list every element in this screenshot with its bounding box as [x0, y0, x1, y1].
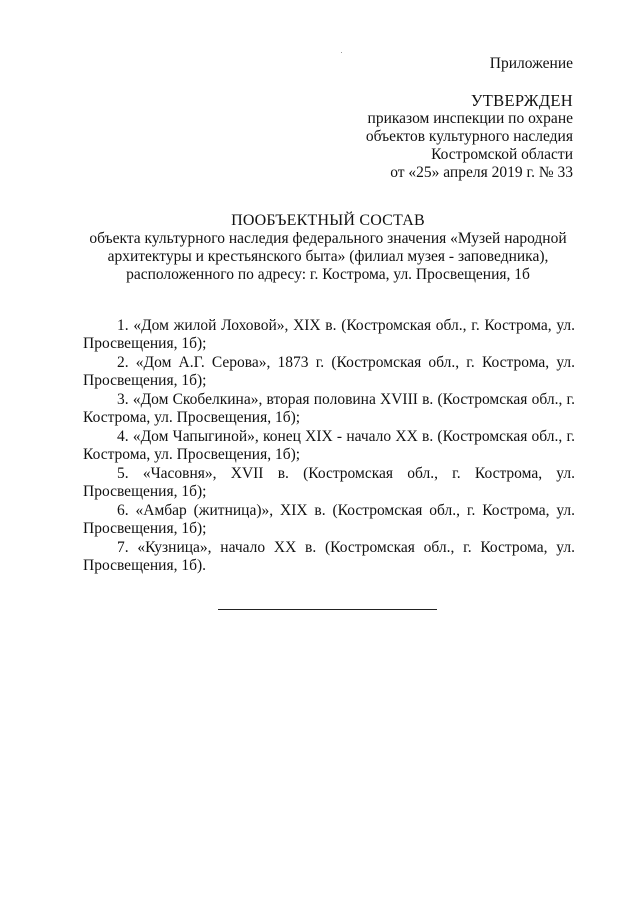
approval-line-3: Костромской области: [431, 146, 573, 163]
approval-title: УТВЕРЖДЕН: [470, 91, 573, 110]
closing-divider: [218, 609, 437, 610]
approval-line-1: приказом инспекции по охране: [367, 110, 573, 127]
approval-line-4: от «25» апреля 2019 г. № 33: [390, 164, 573, 181]
approval-line-2: объектов культурного наследия: [365, 128, 573, 145]
document-title-block: [80, 212, 576, 284]
list-item: 7. «Кузница», начало XX в. (Костромская обл., г. Кострома, ул. Просвещения, 1б).: [83, 539, 575, 574]
list-item: 1. «Дом жилой Лоховой», XIX в. (Костромская обл., г. Кострома, ул. Просвещения, 1б);: [83, 317, 575, 352]
title-line-2: архитектуры и крестьянского быта» (филиал музея - заповедника),: [107, 248, 549, 265]
objects-list: [83, 317, 575, 576]
scan-speck: [341, 52, 342, 53]
appendix-label: Приложение: [489, 55, 573, 72]
approval-block: [366, 92, 573, 182]
list-item: 2. «Дом А.Г. Серова», 1873 г. (Костромская обл., г. Кострома, ул. Просвещения, 1б);: [83, 354, 575, 389]
list-item: 6. «Амбар (житница)», XIX в. (Костромская обл., г. Кострома, ул. Просвещения, 1б);: [83, 502, 575, 537]
list-item: 3. «Дом Скобелкина», вторая половина XVIII в. (Костромская обл., г. Кострома, ул. Просвещения, 1б);: [83, 391, 575, 426]
title-line-3: расположенного по адресу: г. Кострома, ул. Просвещения, 1б: [126, 266, 530, 283]
list-item: 5. «Часовня», XVII в. (Костромская обл., г. Кострома, ул. Просвещения, 1б);: [83, 465, 575, 500]
list-item: 4. «Дом Чапыгиной», конец XIX - начало XX в. (Костромская обл., г. Кострома, ул. Просвещения, 1б);: [83, 428, 575, 463]
document-title: ПООБЪЕКТНЫЙ СОСТАВ: [231, 212, 425, 229]
title-line-1: объекта культурного наследия федерального значения «Музей народной: [89, 230, 567, 247]
